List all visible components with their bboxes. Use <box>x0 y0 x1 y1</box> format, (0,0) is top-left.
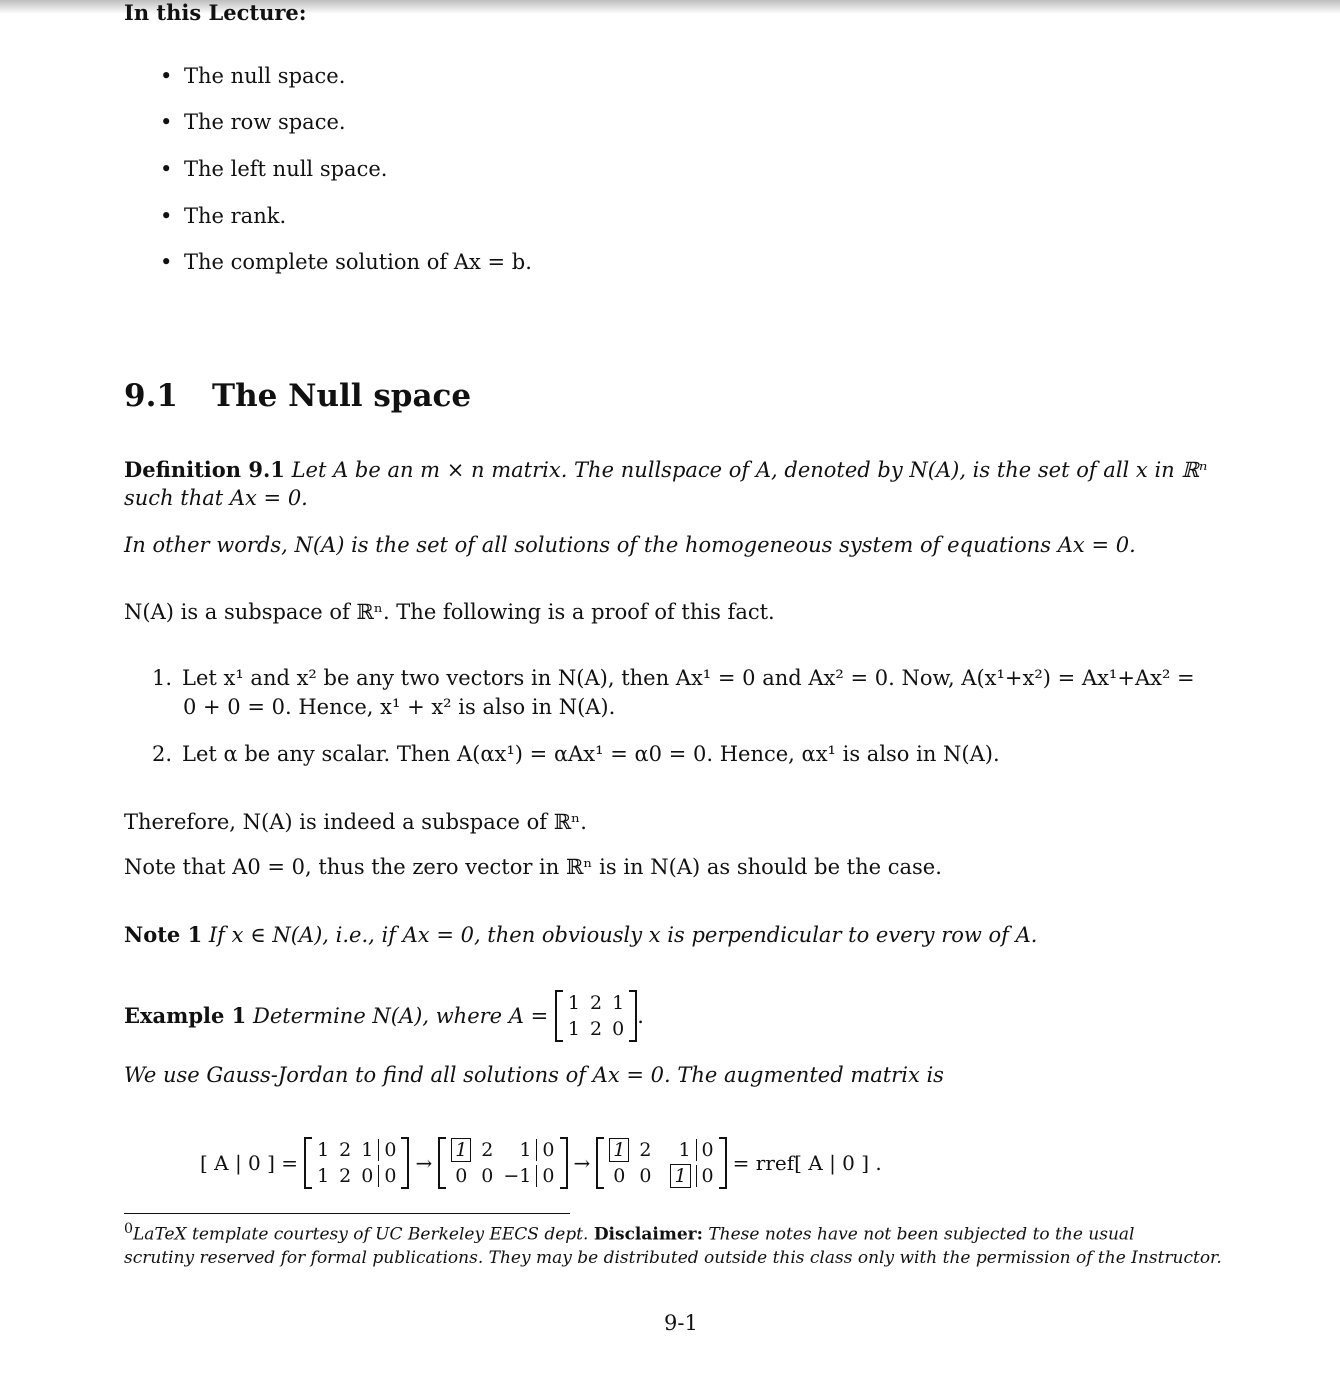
topic-complete-solution: The complete solution of Ax = b. <box>184 250 532 274</box>
topic-null-space: The null space. <box>184 64 346 88</box>
footnote <box>124 1218 1240 1270</box>
augmented-matrix-1 <box>304 1137 409 1189</box>
matrix-cell: 0 <box>536 1165 559 1187</box>
footnote-rule <box>124 1213 570 1214</box>
matrix-cell: 0 <box>378 1139 401 1161</box>
matrix-cell: −1 <box>503 1165 532 1187</box>
matrix-cell: 1 <box>678 1139 691 1161</box>
matrix-cell: 1 <box>519 1139 532 1161</box>
matrix-cell: 2 <box>590 992 603 1014</box>
footnote-mark: 0 <box>124 1221 134 1237</box>
augmented-matrix-3 <box>596 1137 726 1189</box>
topic-left-null-space: The left null space. <box>184 157 388 181</box>
matrix-cell: 0 <box>481 1165 494 1187</box>
subspace-claim: N(A) is a subspace of ℝⁿ. The following is a proof of this fact. <box>124 600 775 624</box>
topic-row-space: The row space. <box>184 110 346 134</box>
example-1 <box>124 988 644 1044</box>
topic-rank: The rank. <box>184 204 287 228</box>
augmented-rhs: = rref[ A | 0 ] . <box>732 1151 882 1175</box>
pivot-cell: 1 <box>451 1138 471 1162</box>
definition-body-1: Let A be an m × n matrix. The nullspace of A, denoted by N(A), is the set of all x in ℝⁿ <box>291 458 1208 482</box>
footnote-disclaimer-text-2: scrutiny reserved for formal publications. They may be distributed outside this class only with the permission of the Instructor. <box>124 1247 1222 1268</box>
gauss-jordan-paragraph: We use Gauss-Jordan to find all solutions of Ax = 0. The augmented matrix is <box>124 1063 944 1087</box>
matrix-cell: 1 <box>317 1139 330 1161</box>
example-1-period: . <box>637 1004 644 1028</box>
augmented-matrix-2 <box>438 1137 567 1189</box>
matrix-cell: 0 <box>536 1139 559 1161</box>
matrix-cell: 0 <box>378 1165 401 1187</box>
pivot-cell: 1 <box>609 1138 629 1162</box>
note-1-body: If x ∈ N(A), i.e., if Ax = 0, then obviously x is perpendicular to every row of A. <box>208 923 1038 947</box>
augmented-matrix-equation <box>200 1134 888 1192</box>
example-1-body: Determine N(A), where A = <box>253 1004 549 1028</box>
matrix-cell: 2 <box>481 1139 494 1161</box>
proof-item-1 <box>152 664 1195 692</box>
note-1 <box>124 921 1037 949</box>
matrix-cell: 0 <box>361 1165 374 1187</box>
section-title: The Null space <box>212 378 472 414</box>
arrow-icon: → <box>415 1151 433 1175</box>
list-item: • The row space. <box>160 110 346 134</box>
matrix-cell: 2 <box>339 1165 352 1187</box>
proof-item-2 <box>152 740 1000 768</box>
matrix-cell: 0 <box>613 1165 626 1187</box>
arrow-icon: → <box>573 1151 591 1175</box>
list-item: • The left null space. <box>160 157 388 181</box>
augmented-lhs: [ A | 0 ] = <box>200 1151 299 1175</box>
matrix-cell: 1 <box>361 1139 374 1161</box>
matrix-cell: 1 <box>567 992 580 1014</box>
definition-label: Definition 9.1 <box>124 457 285 482</box>
pivot-cell: 1 <box>670 1164 690 1188</box>
lecture-heading: In this Lecture: <box>124 0 307 25</box>
matrix-cell: 0 <box>612 1018 625 1040</box>
matrix-cell: 1 <box>567 1018 580 1040</box>
section-number: 9.1 <box>124 378 178 414</box>
matrix-cell: 0 <box>455 1165 468 1187</box>
matrix-cell: 2 <box>590 1018 603 1040</box>
definition-body-2: such that Ax = 0. <box>124 486 308 510</box>
note-zero-paragraph: Note that A0 = 0, thus the zero vector in ℝⁿ is in N(A) as should be the case. <box>124 855 942 879</box>
proof-item-1-continued: 0 + 0 = 0. Hence, x¹ + x² is also in N(A). <box>183 695 616 719</box>
footnote-disclaimer-label: Disclaimer: <box>593 1224 703 1245</box>
page-number: 9-1 <box>664 1311 698 1335</box>
matrix-cell: 2 <box>639 1139 652 1161</box>
list-item: • The complete solution of Ax = b. <box>160 250 532 274</box>
note-1-label: Note 1 <box>124 922 203 947</box>
other-words-paragraph: In other words, N(A) is the set of all solutions of the homogeneous system of equations Ax = 0. <box>124 533 1136 557</box>
matrix-a <box>555 990 637 1042</box>
therefore-paragraph: Therefore, N(A) is indeed a subspace of ℝⁿ. <box>124 810 587 834</box>
list-item: • The rank. <box>160 204 287 228</box>
matrix-cell: 1 <box>317 1165 330 1187</box>
matrix-cell: 1 <box>612 992 625 1014</box>
matrix-cell: 0 <box>696 1139 719 1161</box>
proof-item-text: Let α be any scalar. Then A(αx¹) = αAx¹ = α0 = 0. Hence, αx¹ is also in N(A). <box>182 742 1000 766</box>
matrix-cell: 0 <box>639 1165 652 1187</box>
list-item: • The null space. <box>160 64 346 88</box>
footnote-credit: LaTeX template courtesy of UC Berkeley EECS dept. <box>133 1224 589 1245</box>
footnote-disclaimer-text: These notes have not been subjected to the usual <box>708 1224 1135 1245</box>
matrix-cell: 0 <box>696 1165 719 1187</box>
definition <box>124 456 1207 484</box>
example-1-label: Example 1 <box>124 1003 247 1028</box>
proof-item-text: Let x¹ and x² be any two vectors in N(A), then Ax¹ = 0 and Ax² = 0. Now, A(x¹+x²) = Ax¹+Ax² = <box>182 666 1195 690</box>
matrix-cell: 2 <box>339 1139 352 1161</box>
proof-item-number: 1. <box>152 666 173 690</box>
proof-item-number: 2. <box>152 742 173 766</box>
